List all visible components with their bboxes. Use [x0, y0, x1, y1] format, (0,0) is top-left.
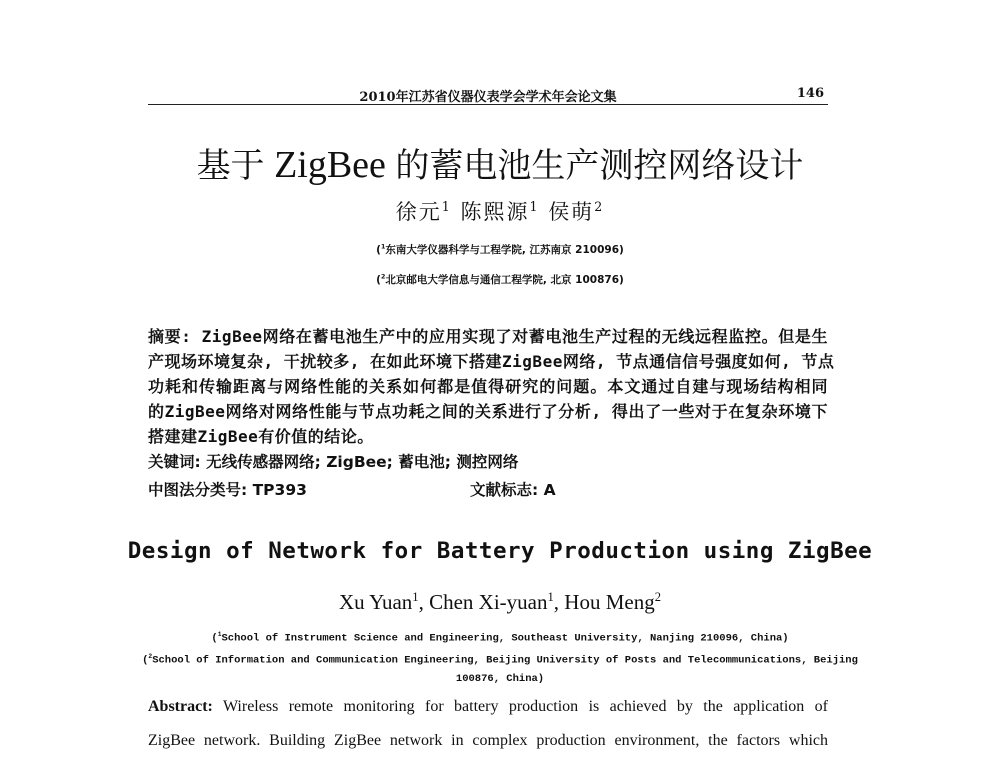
abstract-en-line: ZigBee network. Building ZigBee network in complex production environment, the factors which [148, 732, 828, 749]
abstract-cn-line: 功耗和传输距离与网络性能的关系如何都是值得研究的问题。本文通过自建与现场结构相同 [148, 377, 828, 396]
author-aff: 1 [547, 590, 554, 604]
affiliation-en-cont: 100876, China) [455, 673, 545, 685]
aff-text: School of Information and Communication Engineering, Beijing University of Posts and Telecommunications, Beijing [152, 654, 858, 667]
aff-text: 北京邮电大学信息与通信工程学院, 北京 100876) [385, 274, 624, 286]
paper-title-en: Design of Network for Battery Production using ZigBee [127, 538, 873, 564]
paper-title-cn [0, 138, 1000, 187]
abstract-text: Wireless remote monitoring for battery production is achieved by the application of [212, 698, 828, 715]
aff-num: 1 [380, 243, 386, 251]
aff-num: 1 [217, 631, 222, 638]
affiliation-cn: ($^2$北京邮电大学信息与通信工程学院, 北京 100876) [376, 273, 624, 286]
document-code: 文献标志: A [470, 481, 556, 499]
aff-text: 东南大学仪器科学与工程学院, 江苏南京 210096) [385, 244, 624, 256]
author-aff: 1 [441, 199, 452, 214]
abstract-label: Abstract: [148, 698, 213, 715]
abstract-cn-line: 摘要: ZigBee网络在蓄电池生产中的应用实现了对蓄电池生产过程的无线远程监控。但是生 [148, 327, 828, 346]
abstract-cn-line: 搭建建ZigBee有价值的结论。 [148, 427, 374, 446]
affiliation-cn: ($^1$东南大学仪器科学与工程学院, 江苏南京 210096) [376, 243, 624, 256]
author: Chen Xi-yuan [429, 590, 548, 614]
aff-text: School of Instrument Science and Engineering, Southeast University, Nanjing 210096, China) [221, 632, 789, 645]
author: 徐元 [395, 200, 442, 224]
affiliation-en: ($^1$School of Instrument Science and Engineering, Southeast University, Nanjing 210096, China) [211, 631, 789, 645]
abstract-en-line [148, 698, 828, 716]
authors-cn [0, 196, 1000, 226]
author: 侯萌 [548, 200, 595, 224]
title-part: 基于 [196, 146, 265, 186]
aff-num: 2 [380, 273, 386, 281]
aff-num: 2 [148, 653, 153, 660]
author-aff: 1 [529, 199, 540, 214]
title-part: ZigBee [264, 144, 396, 186]
page-number: 146 [796, 86, 824, 101]
running-header [148, 84, 828, 105]
authors-en: Xu Yuan$^1$, Chen Xi-yuan$^1$, Hou Meng$^2$ [338, 590, 661, 614]
keywords-cn: 关键词: 无线传感器网络; ZigBee; 蓄电池; 测控网络 [148, 453, 519, 471]
author: Xu Yuan [338, 590, 413, 614]
author-aff: 2 [654, 590, 661, 604]
author-aff: 2 [594, 199, 605, 214]
clc-number: 中图法分类号: TP393 [148, 481, 307, 499]
author-aff: 1 [412, 590, 419, 604]
author: 陈熙源 [460, 200, 530, 224]
title-part: 的蓄电池生产测控网络设计 [395, 146, 804, 186]
affiliation-en: ($^2$School of Information and Communication Engineering, Beijing University of Posts and Telecommunications, Beijing [142, 653, 858, 667]
author: Hou Meng [564, 590, 655, 614]
abstract-cn-line: 的ZigBee网络对网络性能与节点功耗之间的关系进行了分析, 得出了一些对于在复杂环境下 [148, 402, 828, 421]
journal-name: 2010年江苏省仪器仪表学会学术年会论文集 [359, 90, 617, 105]
abstract-cn-line: 产现场环境复杂, 干扰较多, 在如此环境下搭建ZigBee网络, 节点通信信号强度如何, 节点 [148, 352, 835, 371]
